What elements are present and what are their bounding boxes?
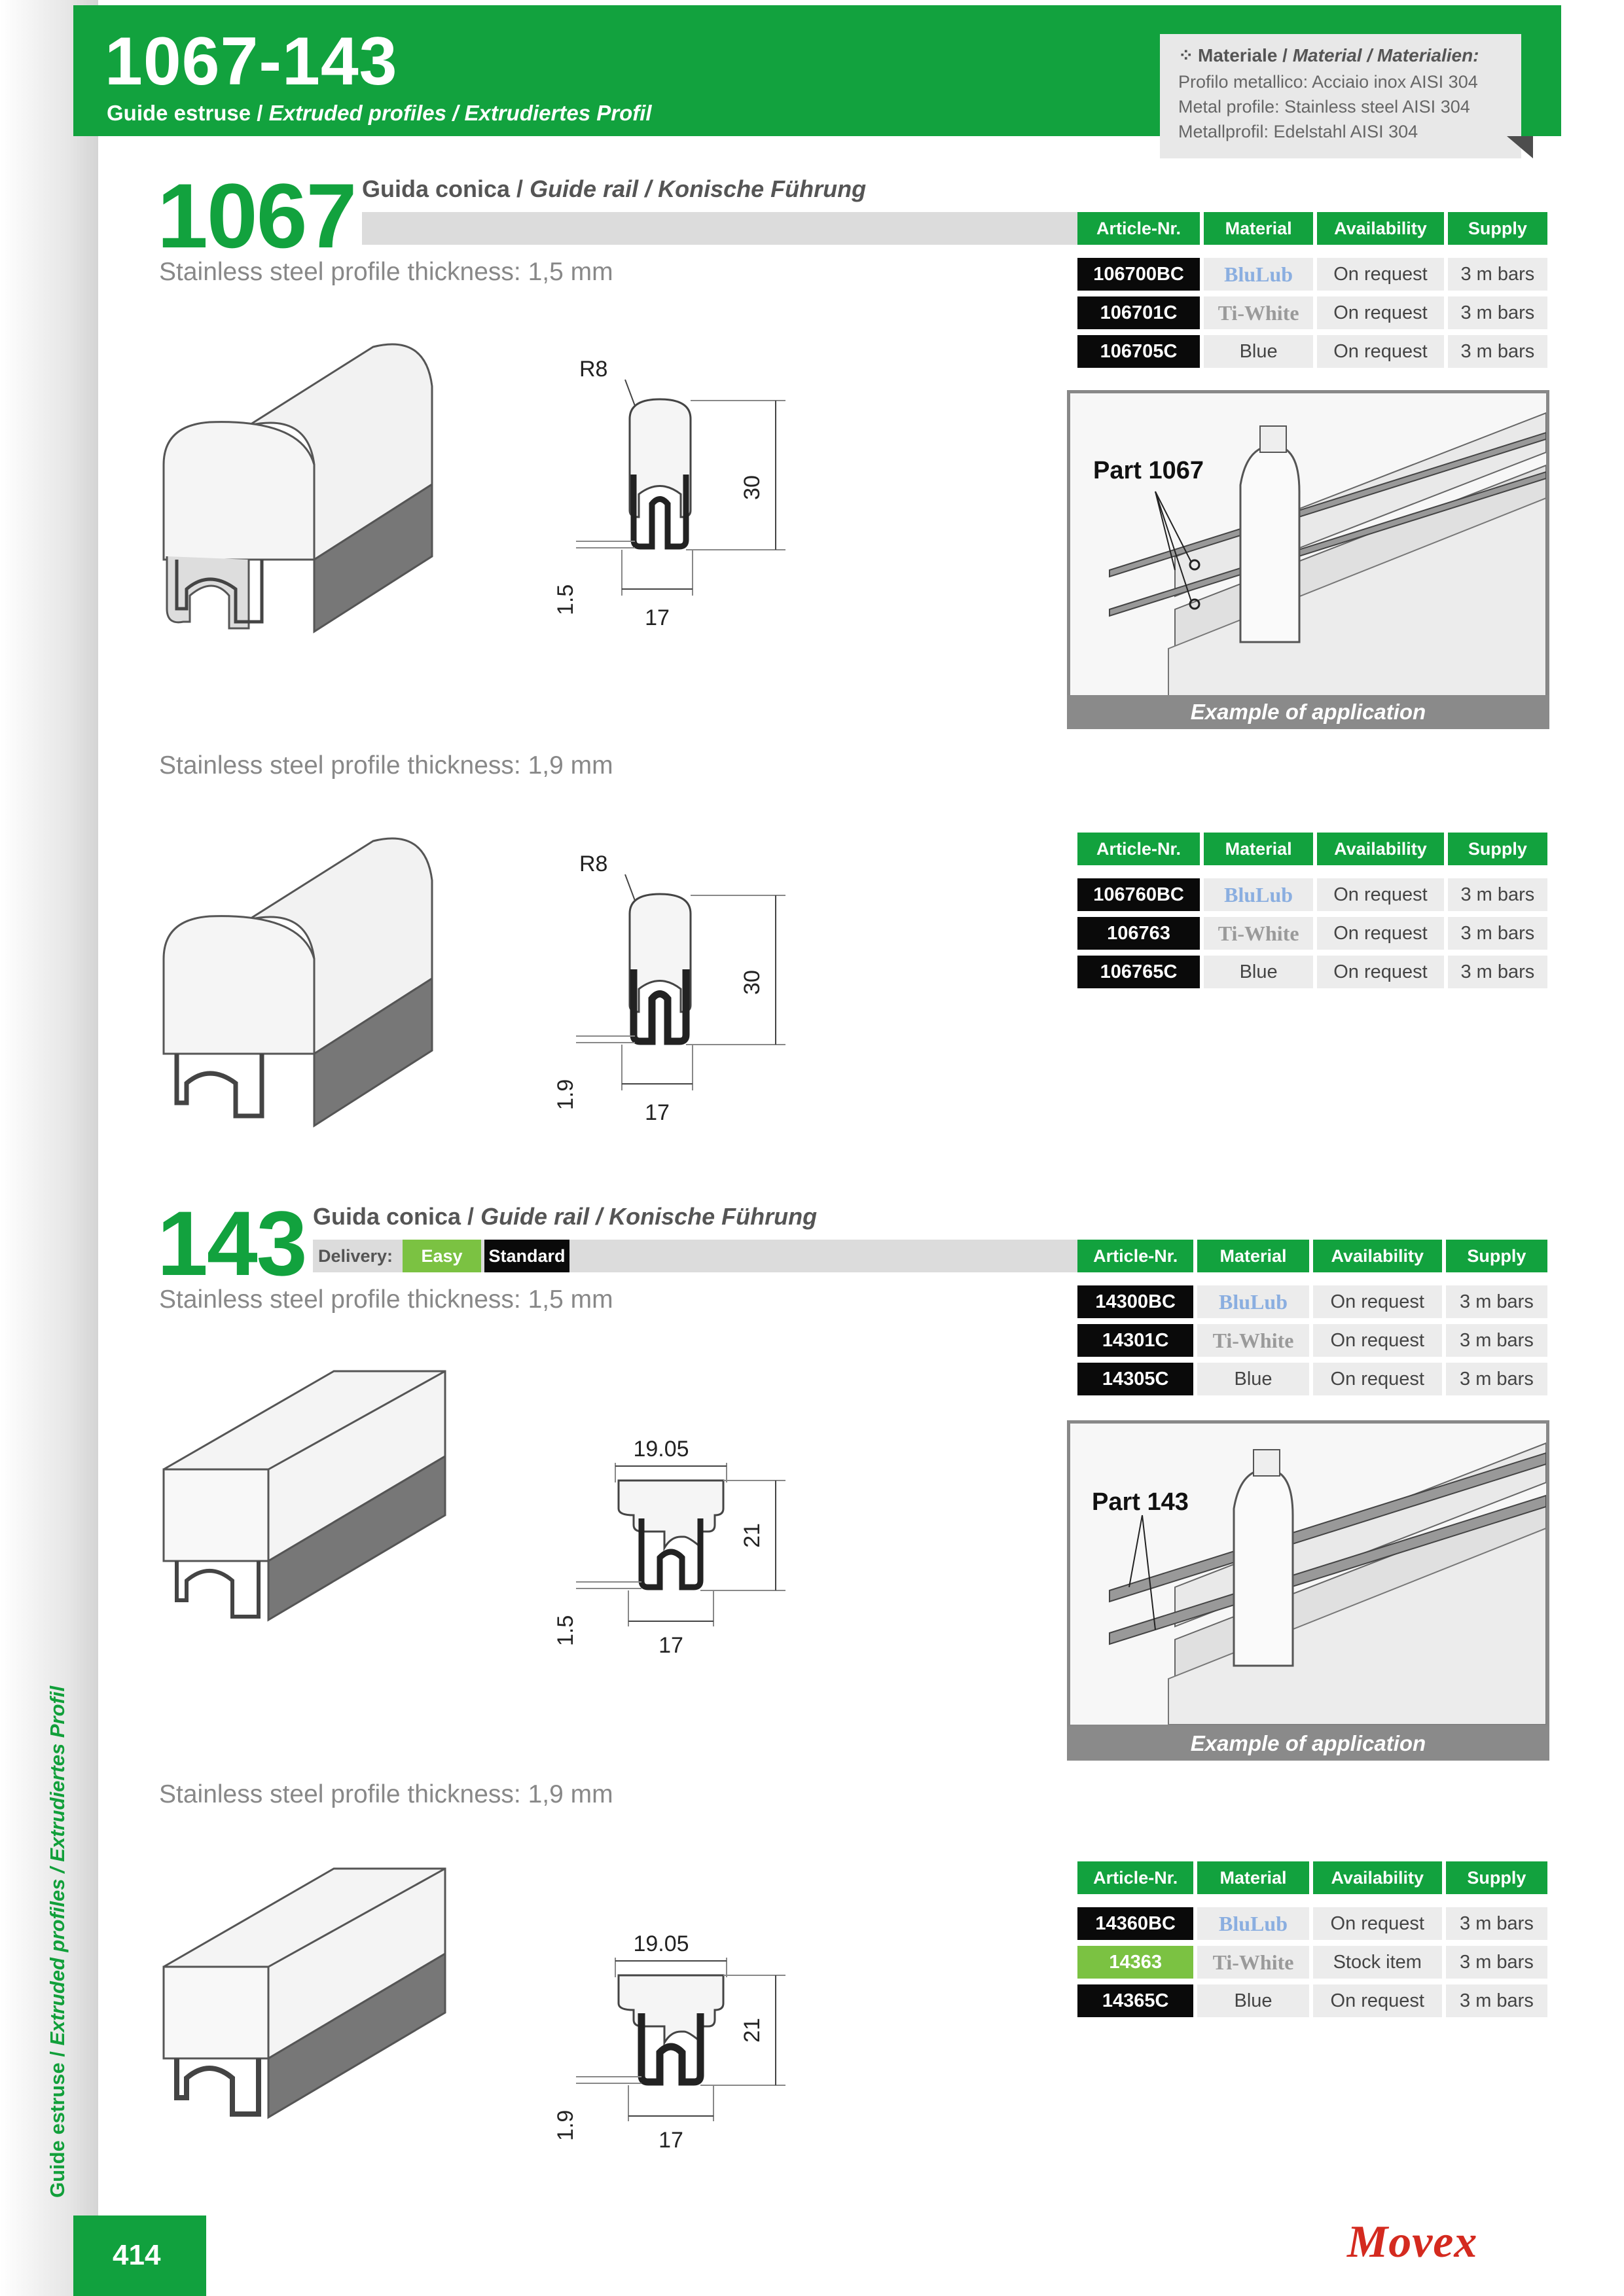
side-category-label: Guide estruse / Extruded profiles / Extrudiertes Profil [46, 1685, 69, 2198]
article-number: 106763 [1077, 917, 1200, 956]
col-header-material: Material [1204, 833, 1313, 865]
table-row [1077, 258, 1547, 296]
material-icon: ⁘ [1178, 45, 1194, 65]
table-row [1077, 1946, 1547, 1984]
material-line-de: Metallprofil: Edelstahl AISI 304 [1178, 122, 1418, 141]
article-number: 14360BC [1077, 1907, 1193, 1946]
page-number-box [73, 2215, 206, 2296]
supply-cell: 3 m bars [1446, 1285, 1547, 1324]
supply-cell: 3 m bars [1448, 258, 1547, 296]
availability-cell: On request [1317, 917, 1444, 956]
col-header-supply: Supply [1448, 212, 1547, 245]
table-row [1077, 1324, 1547, 1363]
col-header-article: Article-Nr. [1077, 1861, 1193, 1894]
article-table [1074, 1240, 1551, 1401]
material-cell: Ti-White [1197, 1324, 1308, 1363]
col-header-material: Material [1197, 1240, 1308, 1272]
col-header-availability: Availability [1317, 212, 1444, 245]
svg-text:1.9: 1.9 [553, 2109, 578, 2141]
material-cell: Blue [1204, 335, 1313, 374]
supply-cell: 3 m bars [1446, 1946, 1547, 1984]
material-cell: Ti-White [1197, 1946, 1308, 1984]
col-header-article: Article-Nr. [1077, 833, 1200, 865]
col-header-supply: Supply [1448, 833, 1547, 865]
article-number: 106700BC [1077, 258, 1200, 296]
table-row [1077, 296, 1547, 335]
svg-text:17: 17 [645, 1100, 670, 1125]
thickness-label: Stainless steel profile thickness: 1,5 mm [159, 258, 613, 286]
article-number: 14301C [1077, 1324, 1193, 1363]
col-header-availability: Availability [1313, 1861, 1442, 1894]
availability-cell: On request [1317, 878, 1444, 917]
supply-cell: 3 m bars [1446, 1324, 1547, 1363]
profile-cross-section [537, 848, 785, 1156]
profile-3d-drawing [151, 334, 458, 648]
availability-cell: On request [1317, 956, 1444, 994]
application-image [1067, 1420, 1549, 1728]
application-image [1067, 390, 1549, 700]
svg-text:1.5: 1.5 [553, 1615, 578, 1646]
col-header-supply: Supply [1446, 1240, 1547, 1272]
svg-text:30: 30 [740, 970, 765, 995]
svg-text:R8: R8 [579, 357, 608, 382]
table-row [1077, 917, 1547, 956]
part-label: Part 1067 [1093, 457, 1204, 484]
profile-cross-section [537, 1922, 785, 2157]
material-cell: BluLub [1197, 1285, 1308, 1324]
table-row [1077, 1285, 1547, 1324]
svg-text:17: 17 [645, 605, 670, 630]
col-header-availability: Availability [1313, 1240, 1442, 1272]
material-cell: Blue [1204, 956, 1313, 994]
section-number: 1067 [157, 164, 356, 267]
conveyor-illustration [1070, 1424, 1546, 1725]
supply-cell: 3 m bars [1448, 296, 1547, 335]
supply-cell: 3 m bars [1448, 956, 1547, 994]
table-row [1077, 956, 1547, 994]
thickness-label: Stainless steel profile thickness: 1,9 mm [159, 1780, 613, 1808]
page-number: 414 [113, 2239, 161, 2271]
delivery-easy-badge: Easy [403, 1240, 481, 1272]
supply-cell: 3 m bars [1448, 917, 1547, 956]
material-cell: BluLub [1197, 1907, 1308, 1946]
delivery-standard-badge: Standard [484, 1240, 569, 1272]
svg-text:21: 21 [740, 2018, 765, 2043]
article-number: 106760BC [1077, 878, 1200, 917]
svg-text:1.9: 1.9 [553, 1079, 578, 1110]
availability-cell: On request [1317, 335, 1444, 374]
conveyor-illustration [1070, 393, 1546, 697]
material-cell: BluLub [1204, 878, 1313, 917]
material-line-it: Profilo metallico: Acciaio inox AISI 304 [1178, 72, 1478, 92]
availability-cell: On request [1313, 1324, 1442, 1363]
material-box-fold [1507, 136, 1533, 158]
svg-text:1.5: 1.5 [553, 584, 578, 615]
availability-cell: On request [1313, 1907, 1442, 1946]
article-number: 106765C [1077, 956, 1200, 994]
svg-text:R8: R8 [579, 852, 608, 876]
profile-3d-drawing [151, 1365, 458, 1646]
profile-cross-section [537, 1427, 785, 1662]
col-header-material: Material [1204, 212, 1313, 245]
article-number: 106701C [1077, 296, 1200, 335]
part-label: Part 143 [1092, 1488, 1189, 1516]
delivery-label: Delivery: [313, 1240, 398, 1272]
article-number: 14363 [1077, 1946, 1193, 1984]
thickness-label: Stainless steel profile thickness: 1,5 mm [159, 1285, 613, 1314]
table-row [1077, 1363, 1547, 1401]
application-caption: Example of application [1067, 695, 1549, 729]
material-cell: Blue [1197, 1984, 1308, 2023]
section-title: Guida conica / Guide rail / Konische Führung [313, 1203, 818, 1230]
profile-3d-drawing [151, 828, 458, 1142]
article-number: 14300BC [1077, 1285, 1193, 1324]
supply-cell: 3 m bars [1448, 878, 1547, 917]
section-number: 143 [157, 1192, 306, 1295]
table-row [1077, 1907, 1547, 1946]
thickness-label: Stainless steel profile thickness: 1,9 mm [159, 751, 613, 780]
availability-cell: On request [1313, 1363, 1442, 1401]
profile-3d-drawing [151, 1862, 458, 2144]
article-number: 106705C [1077, 335, 1200, 374]
article-number: 14305C [1077, 1363, 1193, 1401]
table-row [1077, 878, 1547, 917]
material-line-en: Metal profile: Stainless steel AISI 304 [1178, 97, 1470, 117]
supply-cell: 3 m bars [1446, 1907, 1547, 1946]
availability-cell: On request [1317, 258, 1444, 296]
article-number: 14365C [1077, 1984, 1193, 2023]
availability-cell: On request [1317, 296, 1444, 335]
profile-cross-section [537, 353, 785, 661]
supply-cell: 3 m bars [1446, 1363, 1547, 1401]
material-cell: BluLub [1204, 258, 1313, 296]
supply-cell: 3 m bars [1446, 1984, 1547, 2023]
table-row [1077, 335, 1547, 374]
col-header-article: Article-Nr. [1077, 212, 1200, 245]
svg-text:17: 17 [659, 1633, 683, 1658]
availability-cell: On request [1313, 1984, 1442, 2023]
application-caption: Example of application [1067, 1727, 1549, 1761]
page-title: 1067-143 [105, 24, 398, 99]
section-title: Guida conica / Guide rail / Konische Führung [362, 175, 867, 202]
material-cell: Ti-White [1204, 296, 1313, 335]
brand-logo: Movex [1347, 2217, 1478, 2267]
availability-cell: On request [1313, 1285, 1442, 1324]
material-heading: ⁘ Materiale / Material / Materialien: [1178, 45, 1479, 65]
article-table [1074, 212, 1551, 374]
svg-text:21: 21 [740, 1523, 765, 1548]
article-table [1074, 833, 1551, 994]
table-row [1077, 1984, 1547, 2023]
article-table [1074, 1861, 1551, 2023]
availability-cell: Stock item [1313, 1946, 1442, 1984]
section-title-bar [362, 212, 1082, 245]
col-header-availability: Availability [1317, 833, 1444, 865]
svg-text:17: 17 [659, 2128, 683, 2153]
svg-text:30: 30 [740, 475, 765, 500]
material-cell: Ti-White [1204, 917, 1313, 956]
col-header-material: Material [1197, 1861, 1308, 1894]
svg-text:19.05: 19.05 [633, 1437, 689, 1462]
material-cell: Blue [1197, 1363, 1308, 1401]
col-header-supply: Supply [1446, 1861, 1547, 1894]
svg-text:19.05: 19.05 [633, 1931, 689, 1956]
page-subtitle: Guide estruse / Extruded profiles / Extrudiertes Profil [107, 101, 652, 125]
supply-cell: 3 m bars [1448, 335, 1547, 374]
col-header-article: Article-Nr. [1077, 1240, 1193, 1272]
